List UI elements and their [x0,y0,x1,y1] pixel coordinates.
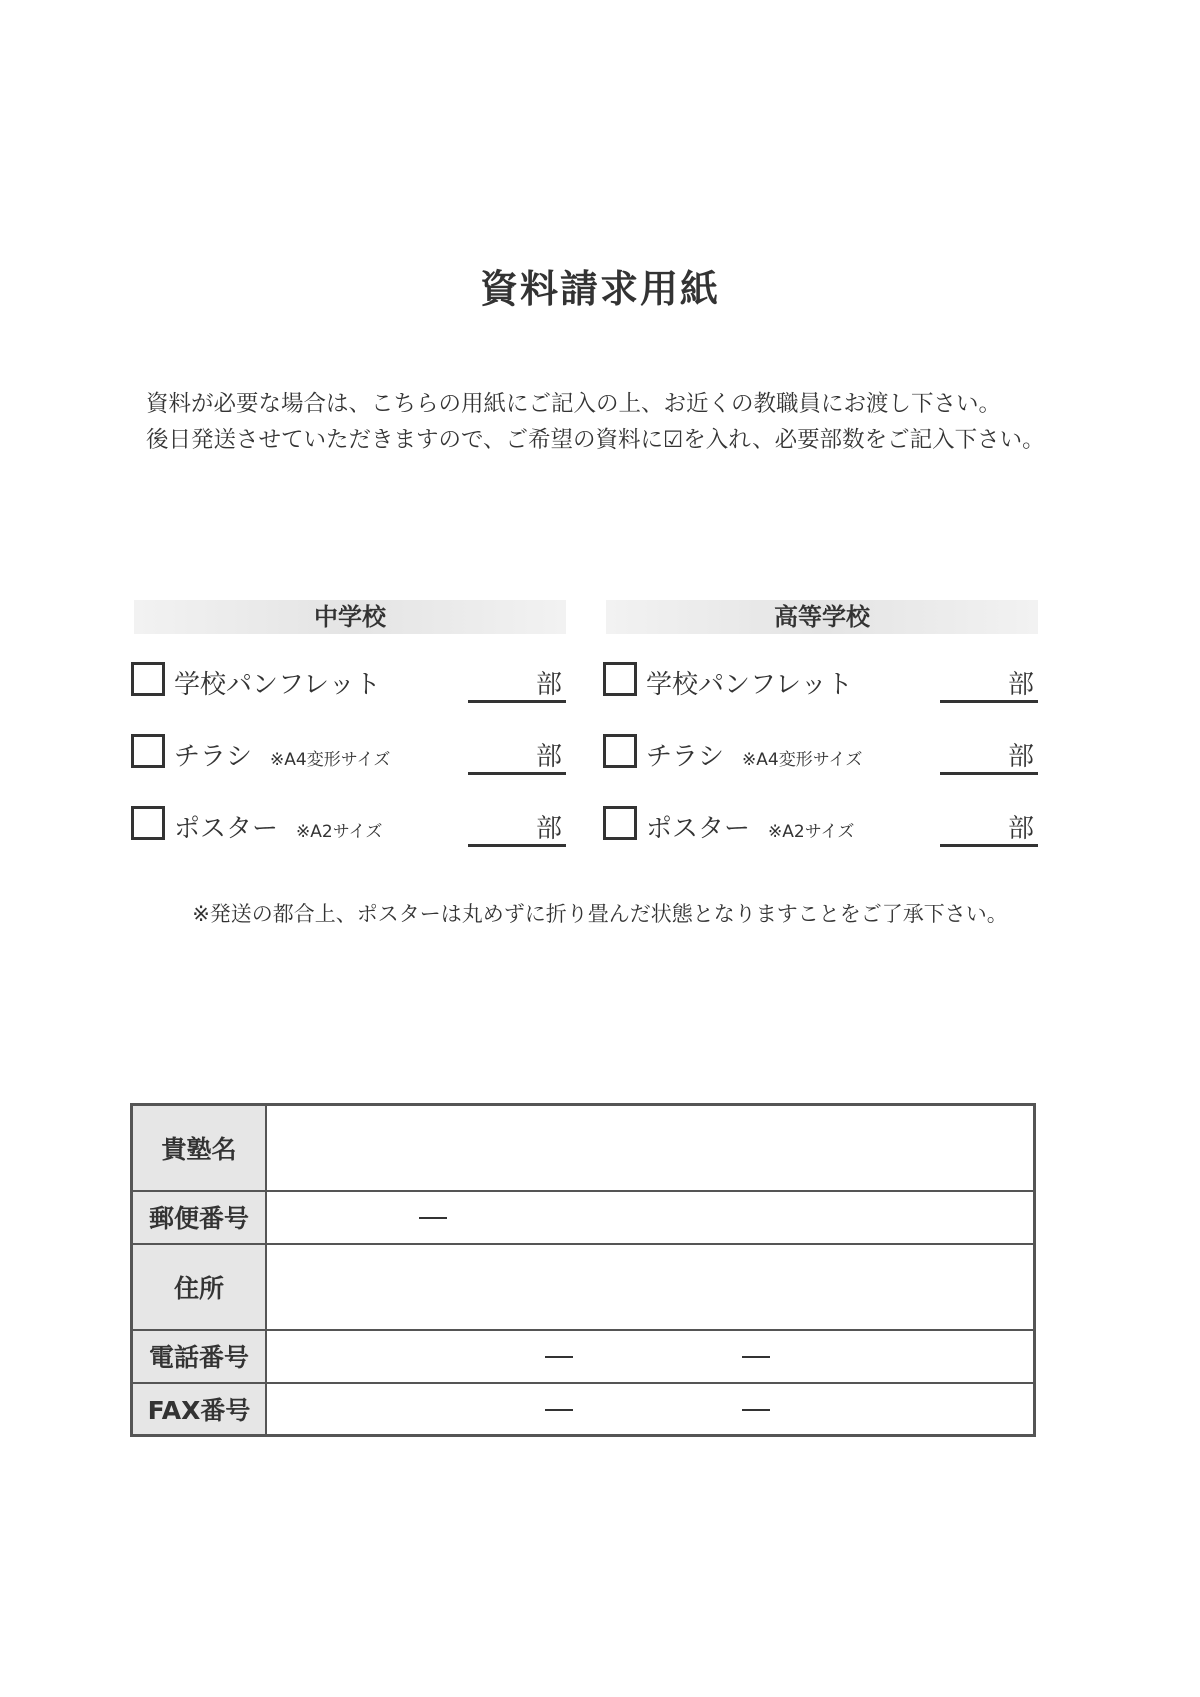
school-name-field[interactable] [266,1105,1035,1191]
item-note: ※A4変形サイズ [270,750,391,770]
page-title: 資料請求用紙 [479,267,720,311]
item-label: ポスター [174,814,279,844]
phone-number-field[interactable] [266,1330,1035,1383]
section-header-high-school: 高等学校 [606,600,1038,634]
item-flyer-high-school [606,732,1038,776]
phone-separator-2 [742,1356,770,1358]
checkbox-pamphlet-junior-high[interactable] [131,662,165,696]
checkbox-flyer-high-school[interactable] [603,734,637,768]
unit-label: 部 [1007,814,1034,844]
section-header-junior-high: 中学校 [134,600,566,634]
intro-text [146,386,1045,458]
checkbox-pamphlet-high-school[interactable] [603,662,637,696]
item-label: 学校パンフレット [174,670,381,700]
intro-line-1: 資料が必要な場合は、こちらの用紙にご記入の上、お近くの教職員にお渡し下さい。 [146,391,1002,417]
section-junior-high [134,600,566,844]
item-label: チラシ [174,742,253,772]
unit-label: 部 [535,670,562,700]
item-pamphlet-high-school [606,660,1038,704]
caution-note: ※発送の都合上、ポスターは丸めずに折り畳んだ状態となりますことをご了承下さい。 [192,902,1008,926]
address-label: 住所 [132,1244,267,1330]
phone-separator-1 [545,1356,573,1358]
item-poster-high-school [606,804,1038,848]
phone-number-label: 電話番号 [132,1330,267,1383]
checkbox-poster-junior-high[interactable] [131,806,165,840]
item-label: 学校パンフレット [646,670,853,700]
unit-label: 部 [1007,670,1034,700]
item-poster-junior-high [134,804,566,848]
fax-number-field[interactable] [266,1383,1035,1436]
item-pamphlet-junior-high [134,660,566,704]
intro-line-2: 後日発送させていただきますので、ご希望の資料に☑を入れ、必要部数をご記入下さい。 [146,427,1045,453]
checkbox-poster-high-school[interactable] [603,806,637,840]
postal-code-label: 郵便番号 [132,1191,267,1244]
item-flyer-junior-high [134,732,566,776]
item-note: ※A2サイズ [768,822,855,842]
school-name-label: 貴塾名 [132,1105,267,1191]
item-note: ※A4変形サイズ [742,750,863,770]
contact-info-table [130,1103,1036,1437]
fax-separator-2 [742,1409,770,1411]
fax-separator-1 [545,1409,573,1411]
postal-code-separator [419,1217,447,1219]
unit-label: 部 [535,814,562,844]
item-label: ポスター [646,814,751,844]
checkbox-flyer-junior-high[interactable] [131,734,165,768]
item-label: チラシ [646,742,725,772]
unit-label: 部 [535,742,562,772]
fax-number-label: FAX番号 [132,1383,267,1436]
unit-label: 部 [1007,742,1034,772]
postal-code-field[interactable] [266,1191,1035,1244]
address-field[interactable] [266,1244,1035,1330]
section-high-school [606,600,1038,844]
item-note: ※A2サイズ [296,822,383,842]
